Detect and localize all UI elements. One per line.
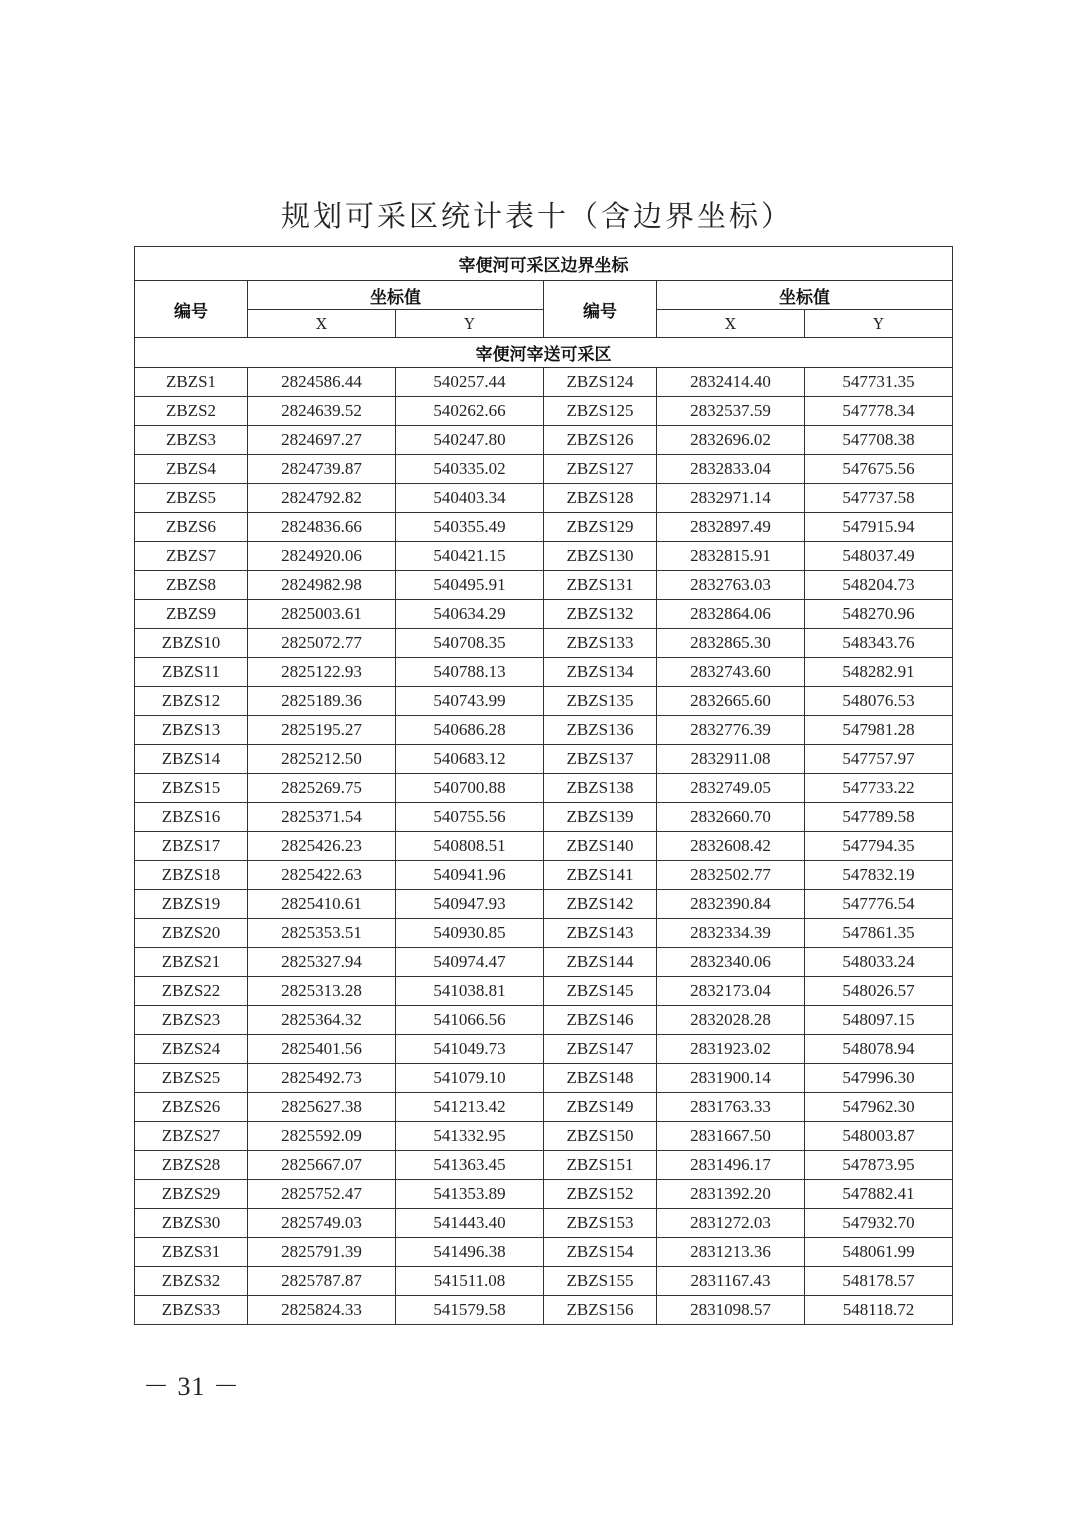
point-id-left: ZBZS11 xyxy=(135,658,248,687)
x-value-left: 2825313.28 xyxy=(248,977,396,1006)
x-value-left: 2825401.56 xyxy=(248,1035,396,1064)
x-value-right: 2831900.14 xyxy=(657,1064,805,1093)
x-value-right: 2832608.42 xyxy=(657,832,805,861)
y-value-left: 540335.02 xyxy=(396,455,544,484)
point-id-right: ZBZS151 xyxy=(544,1151,657,1180)
point-id-left: ZBZS19 xyxy=(135,890,248,919)
y-value-left: 540941.96 xyxy=(396,861,544,890)
y-value-left: 540755.56 xyxy=(396,803,544,832)
y-value-left: 541353.89 xyxy=(396,1180,544,1209)
y-value-left: 541511.08 xyxy=(396,1267,544,1296)
x-value-right: 2831763.33 xyxy=(657,1093,805,1122)
table-row xyxy=(135,368,953,397)
y-value-left: 540247.80 xyxy=(396,426,544,455)
x-value-right: 2832833.04 xyxy=(657,455,805,484)
point-id-right: ZBZS147 xyxy=(544,1035,657,1064)
point-id-left: ZBZS30 xyxy=(135,1209,248,1238)
x-value-left: 2825212.50 xyxy=(248,745,396,774)
table-row xyxy=(135,803,953,832)
x-value-left: 2825327.94 xyxy=(248,948,396,977)
point-id-right: ZBZS156 xyxy=(544,1296,657,1325)
x-value-right: 2832340.06 xyxy=(657,948,805,977)
document-title: 规划可采区统计表十（含边界坐标） xyxy=(280,199,793,233)
y-value-right: 547731.35 xyxy=(805,368,953,397)
y-value-left: 541079.10 xyxy=(396,1064,544,1093)
point-id-right: ZBZS130 xyxy=(544,542,657,571)
y-value-left: 540743.99 xyxy=(396,687,544,716)
y-value-left: 540683.12 xyxy=(396,745,544,774)
x-value-left: 2824982.98 xyxy=(248,571,396,600)
x-value-right: 2832502.77 xyxy=(657,861,805,890)
point-id-right: ZBZS134 xyxy=(544,658,657,687)
point-id-right: ZBZS144 xyxy=(544,948,657,977)
point-id-right: ZBZS132 xyxy=(544,600,657,629)
x-value-right: 2831167.43 xyxy=(657,1267,805,1296)
table-row xyxy=(135,1267,953,1296)
y-value-right: 548204.73 xyxy=(805,571,953,600)
y-value-right: 547932.70 xyxy=(805,1209,953,1238)
y-value-right: 547962.30 xyxy=(805,1093,953,1122)
x-value-left: 2824739.87 xyxy=(248,455,396,484)
table-row xyxy=(135,629,953,658)
table-row xyxy=(135,948,953,977)
y-value-left: 540947.93 xyxy=(396,890,544,919)
x-value-right: 2832028.28 xyxy=(657,1006,805,1035)
x-value-right: 2832173.04 xyxy=(657,977,805,1006)
y-value-left: 540808.51 xyxy=(396,832,544,861)
x-value-right: 2832897.49 xyxy=(657,513,805,542)
table-row xyxy=(135,977,953,1006)
x-value-left: 2825426.23 xyxy=(248,832,396,861)
x-value-right: 2832334.39 xyxy=(657,919,805,948)
point-id-right: ZBZS129 xyxy=(544,513,657,542)
y-value-left: 540257.44 xyxy=(396,368,544,397)
y-value-right: 547861.35 xyxy=(805,919,953,948)
x-value-left: 2825410.61 xyxy=(248,890,396,919)
point-id-left: ZBZS18 xyxy=(135,861,248,890)
y-value-right: 548282.91 xyxy=(805,658,953,687)
x-value-left: 2825787.87 xyxy=(248,1267,396,1296)
section-label: 宰便河宰送可采区 xyxy=(135,338,953,368)
point-id-left: ZBZS23 xyxy=(135,1006,248,1035)
table-row xyxy=(135,1035,953,1064)
y-value-right: 547757.97 xyxy=(805,745,953,774)
x-value-right: 2831496.17 xyxy=(657,1151,805,1180)
table-body xyxy=(135,368,953,1325)
y-value-left: 541038.81 xyxy=(396,977,544,1006)
x-value-left: 2824586.44 xyxy=(248,368,396,397)
y-column-header-left: Y xyxy=(396,310,544,338)
point-id-right: ZBZS154 xyxy=(544,1238,657,1267)
point-id-left: ZBZS15 xyxy=(135,774,248,803)
point-id-left: ZBZS8 xyxy=(135,571,248,600)
point-id-right: ZBZS143 xyxy=(544,919,657,948)
x-value-right: 2832776.39 xyxy=(657,716,805,745)
point-id-right: ZBZS126 xyxy=(544,426,657,455)
x-value-left: 2825824.33 xyxy=(248,1296,396,1325)
y-value-right: 547873.95 xyxy=(805,1151,953,1180)
table-row xyxy=(135,1296,953,1325)
y-value-right: 548078.94 xyxy=(805,1035,953,1064)
x-value-right: 2832971.14 xyxy=(657,484,805,513)
point-id-right: ZBZS136 xyxy=(544,716,657,745)
x-value-right: 2831098.57 xyxy=(657,1296,805,1325)
coordinate-table xyxy=(134,246,953,1325)
point-id-left: ZBZS3 xyxy=(135,426,248,455)
y-value-left: 541363.45 xyxy=(396,1151,544,1180)
y-value-right: 547708.38 xyxy=(805,426,953,455)
y-value-right: 548270.96 xyxy=(805,600,953,629)
point-id-right: ZBZS155 xyxy=(544,1267,657,1296)
point-id-left: ZBZS6 xyxy=(135,513,248,542)
point-id-left: ZBZS14 xyxy=(135,745,248,774)
table-row xyxy=(135,1180,953,1209)
y-value-right: 548003.87 xyxy=(805,1122,953,1151)
x-value-right: 2832390.84 xyxy=(657,890,805,919)
y-value-right: 547996.30 xyxy=(805,1064,953,1093)
point-id-left: ZBZS1 xyxy=(135,368,248,397)
point-id-left: ZBZS5 xyxy=(135,484,248,513)
x-value-left: 2825749.03 xyxy=(248,1209,396,1238)
point-id-right: ZBZS145 xyxy=(544,977,657,1006)
table-row xyxy=(135,745,953,774)
point-id-right: ZBZS128 xyxy=(544,484,657,513)
y-value-left: 540700.88 xyxy=(396,774,544,803)
table-row xyxy=(135,1238,953,1267)
x-value-left: 2825492.73 xyxy=(248,1064,396,1093)
point-id-right: ZBZS142 xyxy=(544,890,657,919)
x-value-left: 2825667.07 xyxy=(248,1151,396,1180)
y-value-left: 540421.15 xyxy=(396,542,544,571)
x-value-left: 2825364.32 xyxy=(248,1006,396,1035)
x-value-left: 2825122.93 xyxy=(248,658,396,687)
point-id-right: ZBZS139 xyxy=(544,803,657,832)
point-id-left: ZBZS28 xyxy=(135,1151,248,1180)
table-row xyxy=(135,571,953,600)
x-value-left: 2825627.38 xyxy=(248,1093,396,1122)
y-column-header-right: Y xyxy=(805,310,953,338)
point-id-left: ZBZS10 xyxy=(135,629,248,658)
point-id-right: ZBZS131 xyxy=(544,571,657,600)
table-row xyxy=(135,687,953,716)
point-id-left: ZBZS24 xyxy=(135,1035,248,1064)
page-number: － 31 － xyxy=(143,1372,241,1401)
point-id-right: ZBZS148 xyxy=(544,1064,657,1093)
y-value-left: 540930.85 xyxy=(396,919,544,948)
table-row xyxy=(135,455,953,484)
point-id-left: ZBZS4 xyxy=(135,455,248,484)
table-row xyxy=(135,513,953,542)
x-value-right: 2832537.59 xyxy=(657,397,805,426)
y-value-right: 547789.58 xyxy=(805,803,953,832)
y-value-left: 541496.38 xyxy=(396,1238,544,1267)
point-id-right: ZBZS138 xyxy=(544,774,657,803)
point-id-left: ZBZS2 xyxy=(135,397,248,426)
table-row xyxy=(135,484,953,513)
id-column-header-right: 编号 xyxy=(544,281,657,338)
point-id-right: ZBZS140 xyxy=(544,832,657,861)
point-id-left: ZBZS9 xyxy=(135,600,248,629)
point-id-right: ZBZS135 xyxy=(544,687,657,716)
table-row xyxy=(135,1064,953,1093)
x-value-right: 2832665.60 xyxy=(657,687,805,716)
table-row xyxy=(135,1122,953,1151)
point-id-left: ZBZS17 xyxy=(135,832,248,861)
point-id-left: ZBZS22 xyxy=(135,977,248,1006)
y-value-right: 548118.72 xyxy=(805,1296,953,1325)
y-value-right: 548076.53 xyxy=(805,687,953,716)
point-id-right: ZBZS149 xyxy=(544,1093,657,1122)
y-value-right: 547915.94 xyxy=(805,513,953,542)
table-row xyxy=(135,426,953,455)
point-id-right: ZBZS141 xyxy=(544,861,657,890)
y-value-right: 548343.76 xyxy=(805,629,953,658)
table-row xyxy=(135,1151,953,1180)
x-value-right: 2832864.06 xyxy=(657,600,805,629)
x-value-right: 2832743.60 xyxy=(657,658,805,687)
point-id-right: ZBZS133 xyxy=(544,629,657,658)
y-value-right: 547733.22 xyxy=(805,774,953,803)
y-value-left: 541579.58 xyxy=(396,1296,544,1325)
point-id-left: ZBZS26 xyxy=(135,1093,248,1122)
x-value-left: 2825195.27 xyxy=(248,716,396,745)
x-value-left: 2824792.82 xyxy=(248,484,396,513)
point-id-right: ZBZS124 xyxy=(544,368,657,397)
y-value-right: 547778.34 xyxy=(805,397,953,426)
table-row xyxy=(135,861,953,890)
y-value-left: 540974.47 xyxy=(396,948,544,977)
x-value-left: 2825072.77 xyxy=(248,629,396,658)
y-value-left: 541066.56 xyxy=(396,1006,544,1035)
point-id-left: ZBZS21 xyxy=(135,948,248,977)
table-row xyxy=(135,542,953,571)
y-value-left: 540355.49 xyxy=(396,513,544,542)
y-value-left: 540634.29 xyxy=(396,600,544,629)
point-id-left: ZBZS33 xyxy=(135,1296,248,1325)
point-id-right: ZBZS127 xyxy=(544,455,657,484)
x-value-left: 2824836.66 xyxy=(248,513,396,542)
table-row xyxy=(135,658,953,687)
x-value-left: 2824639.52 xyxy=(248,397,396,426)
x-value-right: 2832911.08 xyxy=(657,745,805,774)
y-value-left: 540686.28 xyxy=(396,716,544,745)
x-column-header-left: X xyxy=(248,310,396,338)
x-value-right: 2832696.02 xyxy=(657,426,805,455)
point-id-left: ZBZS20 xyxy=(135,919,248,948)
x-value-left: 2824697.27 xyxy=(248,426,396,455)
y-value-left: 540262.66 xyxy=(396,397,544,426)
x-value-right: 2832865.30 xyxy=(657,629,805,658)
point-id-left: ZBZS13 xyxy=(135,716,248,745)
x-value-left: 2825269.75 xyxy=(248,774,396,803)
y-value-right: 547882.41 xyxy=(805,1180,953,1209)
x-value-right: 2831272.03 xyxy=(657,1209,805,1238)
table-row xyxy=(135,774,953,803)
x-value-right: 2831213.36 xyxy=(657,1238,805,1267)
y-value-right: 548037.49 xyxy=(805,542,953,571)
point-id-right: ZBZS137 xyxy=(544,745,657,774)
table-row xyxy=(135,1209,953,1238)
point-id-left: ZBZS31 xyxy=(135,1238,248,1267)
y-value-left: 540403.34 xyxy=(396,484,544,513)
point-id-left: ZBZS32 xyxy=(135,1267,248,1296)
point-id-left: ZBZS7 xyxy=(135,542,248,571)
x-value-right: 2832414.40 xyxy=(657,368,805,397)
y-value-left: 541213.42 xyxy=(396,1093,544,1122)
x-value-right: 2832763.03 xyxy=(657,571,805,600)
y-value-right: 548178.57 xyxy=(805,1267,953,1296)
table-row xyxy=(135,397,953,426)
y-value-right: 548033.24 xyxy=(805,948,953,977)
x-value-left: 2825422.63 xyxy=(248,861,396,890)
y-value-right: 547737.58 xyxy=(805,484,953,513)
point-id-left: ZBZS25 xyxy=(135,1064,248,1093)
point-id-left: ZBZS16 xyxy=(135,803,248,832)
y-value-right: 547776.54 xyxy=(805,890,953,919)
y-value-right: 547675.56 xyxy=(805,455,953,484)
x-value-right: 2831923.02 xyxy=(657,1035,805,1064)
point-id-right: ZBZS125 xyxy=(544,397,657,426)
y-value-left: 541443.40 xyxy=(396,1209,544,1238)
id-column-header-left: 编号 xyxy=(135,281,248,338)
coord-header-right: 坐标值 xyxy=(657,281,953,310)
x-value-left: 2825592.09 xyxy=(248,1122,396,1151)
y-value-left: 540708.35 xyxy=(396,629,544,658)
x-value-left: 2825752.47 xyxy=(248,1180,396,1209)
y-value-right: 548097.15 xyxy=(805,1006,953,1035)
point-id-right: ZBZS153 xyxy=(544,1209,657,1238)
table-row xyxy=(135,832,953,861)
table-row xyxy=(135,1006,953,1035)
y-value-left: 540788.13 xyxy=(396,658,544,687)
table-row xyxy=(135,716,953,745)
x-value-right: 2832660.70 xyxy=(657,803,805,832)
x-column-header-right: X xyxy=(657,310,805,338)
point-id-right: ZBZS152 xyxy=(544,1180,657,1209)
table-row xyxy=(135,1093,953,1122)
y-value-right: 548026.57 xyxy=(805,977,953,1006)
x-value-left: 2825791.39 xyxy=(248,1238,396,1267)
point-id-left: ZBZS29 xyxy=(135,1180,248,1209)
y-value-right: 548061.99 xyxy=(805,1238,953,1267)
x-value-left: 2825353.51 xyxy=(248,919,396,948)
x-value-left: 2825189.36 xyxy=(248,687,396,716)
y-value-right: 547794.35 xyxy=(805,832,953,861)
point-id-right: ZBZS146 xyxy=(544,1006,657,1035)
table-caption: 宰便河可采区边界坐标 xyxy=(135,247,953,281)
x-value-left: 2825371.54 xyxy=(248,803,396,832)
y-value-right: 547832.19 xyxy=(805,861,953,890)
x-value-right: 2831392.20 xyxy=(657,1180,805,1209)
x-value-left: 2825003.61 xyxy=(248,600,396,629)
table-row xyxy=(135,600,953,629)
coord-header-left: 坐标值 xyxy=(248,281,544,310)
x-value-right: 2831667.50 xyxy=(657,1122,805,1151)
x-value-left: 2824920.06 xyxy=(248,542,396,571)
point-id-right: ZBZS150 xyxy=(544,1122,657,1151)
point-id-left: ZBZS12 xyxy=(135,687,248,716)
x-value-right: 2832749.05 xyxy=(657,774,805,803)
y-value-left: 540495.91 xyxy=(396,571,544,600)
x-value-right: 2832815.91 xyxy=(657,542,805,571)
y-value-right: 547981.28 xyxy=(805,716,953,745)
table-row xyxy=(135,919,953,948)
point-id-left: ZBZS27 xyxy=(135,1122,248,1151)
y-value-left: 541332.95 xyxy=(396,1122,544,1151)
y-value-left: 541049.73 xyxy=(396,1035,544,1064)
table-row xyxy=(135,890,953,919)
